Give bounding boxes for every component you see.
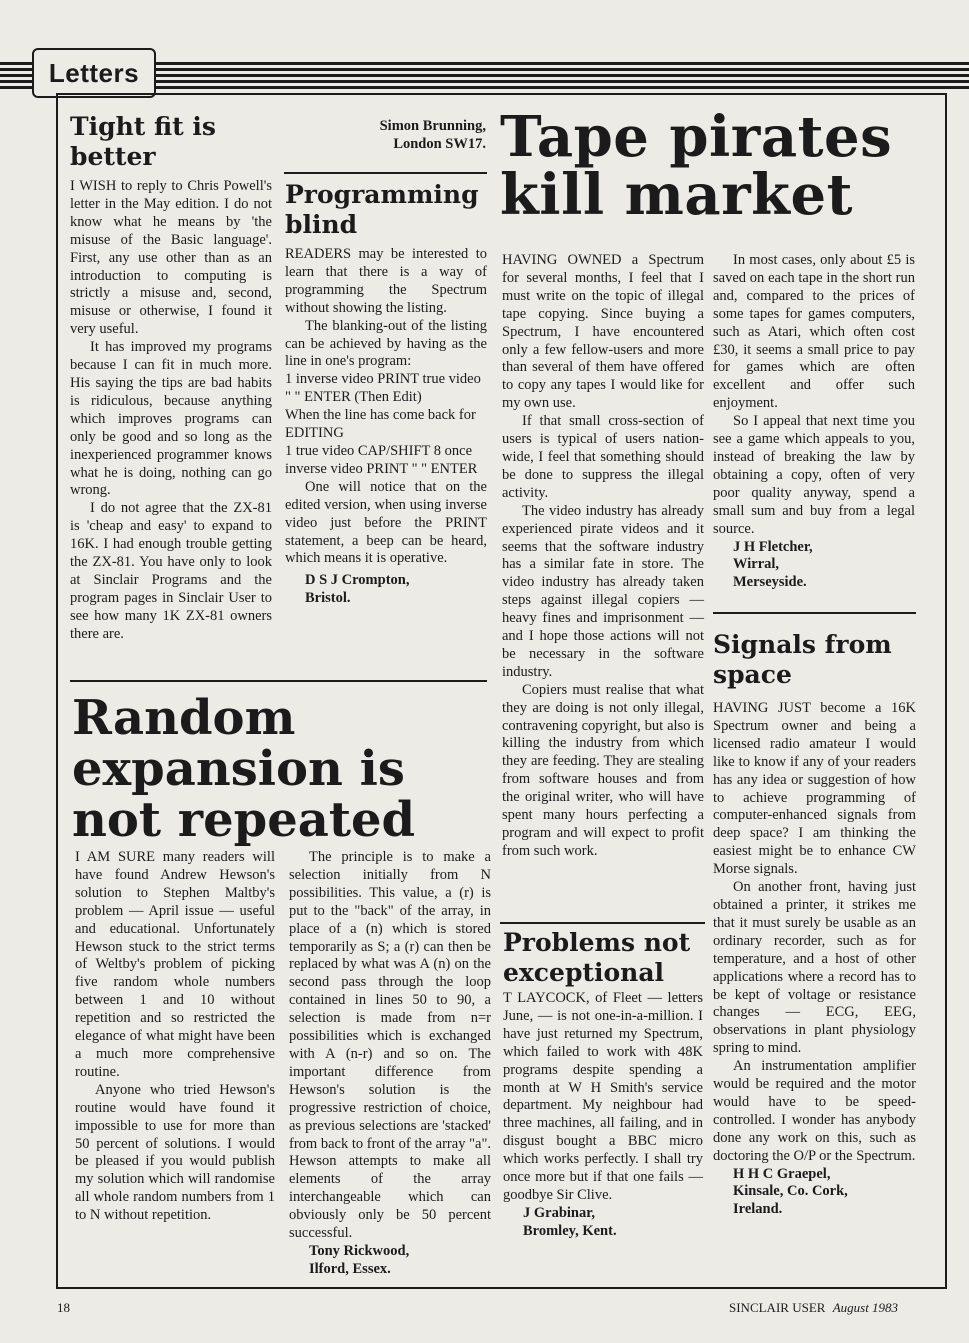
divider — [70, 680, 487, 682]
paragraph: When the line has come back for EDITING — [285, 407, 476, 442]
letter-title: Programming blind — [285, 180, 479, 239]
paragraph: HAVING JUST become a 16K Spectrum owner and being a licensed radio amateur I would like to know if any of your readers has any idea or suggestion of how to achieve programming of computer-enhanced signals from deep space? I am thinking the easiest might be to enhance CW Morse signals. — [713, 700, 916, 878]
letter-programming-blind: Programming blind READERS may be interested to learn that there is a way of programming the Spectrum without showing the listing. The blanking-out of the listing can be achieved by having as the line in one's program: 1 inverse video PRINT true video " " ENTER (Then Edit) When the line has come back for EDITING 1 true video CAP/SHIFT 8 once inverse video PRINT " " ENTER One will notice that on the edited version, when using inverse video just before the PRINT statement, a beep can be heard, which means it is operative. D S J Crompton, Bristol. — [285, 180, 487, 607]
letter-tape-pirates-title — [500, 104, 920, 228]
letter-random-expansion-title — [72, 690, 492, 848]
paragraph: The video industry has already experienced pirate videos and it seems that the software industry has a similar fate in store. The video industry has already taken steps against illegal copiers — heavy fines and imprisonment — and I hope those actions will not be necessary in the software industry. — [502, 502, 704, 680]
paragraph: Copiers must realise that what they are doing is not only illegal, contravening copyright, but also is killing the industry from which they are feeding. They are stealing from software houses and from the original writer, who will have spent many hours perfecting a program and will expect to profit from such work. — [502, 681, 704, 859]
divider — [713, 612, 916, 614]
letter-title: Signals from space — [713, 630, 892, 689]
divider — [284, 172, 487, 174]
paragraph: If that small cross-section of users is typical of users nation-wide, I feel that something should be done to suppress the illegal activity. — [502, 413, 704, 501]
letter-random-expansion-col2: The principle is to make a selection initially from N possibilities. This value, a (r) is put to the "back" of the array, in place of a (n) which is stored temporarily as S; a (r) can then be replaced by what was A (n) on the second pass through the loop contained in lines 50 to 90, a selection is made from n=r possibilities which is exchanged with A (n-r) and so on. The important difference from Hewson's solution is the progressive restriction of choice, as previous selections are 'stacked' from back to front of the array "a". Hewson attempts to make all elements of the array interchangeable which can obviously only be 50 percent successful. Tony Rickwood, Ilford, Essex. — [289, 849, 491, 1277]
letter-title: Tape pirates kill market — [500, 104, 893, 228]
paragraph: I WISH to reply to Chris Powell's letter in the May edition. I do not know what he means by 'the misuse of the Basic language'. First, any use other than as an introduction to computing is strictly a misuse and, second, misuse or otherwise, I found it very useful. — [70, 178, 272, 338]
paragraph: So I appeal that next time you see a game which appeals to you, instead of breaking the law by obtaining a copy, often of very poor quality anyway, spend a small sum and buy from a legal source. — [713, 413, 915, 537]
paragraph: The blanking-out of the listing can be achieved by having as the line in one's program: — [285, 317, 487, 370]
paragraph: I do not agree that the ZX-81 is 'cheap and easy' to expand to 16K. I had enough trouble getting the ZX-81. You have only to look at Sinclair Programs and the program pages in Sinclair User to see how many 1K ZX-81 owners there are. — [70, 500, 272, 642]
paragraph: HAVING OWNED a Spectrum for several months, I feel that I must write on the topic of illegal tape copying. Since buying a Spectrum, I have encountered only a few fellow-users and more than several of them have offered to copy any tapes I would like for my own use. — [502, 252, 704, 412]
letter-title: Random expansion is not repeated — [72, 690, 416, 848]
letter-title: Tight fit is better — [70, 112, 217, 171]
letter-random-expansion-col1 — [75, 849, 275, 1225]
code-line: 1 inverse video PRINT true video " " ENTER (Then Edit) — [285, 371, 481, 406]
letter-problems-not-exceptional: Problems not exceptional T LAYCOCK, of Fleet — letters June, — is not one-in-a-million. I have just returned my Spectrum, which failed to work with 48K programs despite spending a month at W H Smith's service department. My neighbour had three machines, all failing, and in disgust bought a BBC micro which works perfectly. I shall try once more but if that one fails — goodbye Sir Clive. J Grabinar, Bromley, Kent. — [503, 928, 703, 1239]
letter-title: Problems not exceptional — [503, 928, 691, 987]
paragraph: Anyone who tried Hewson's routine would have found it impossible to use for more than 50 percent of solutions. I would be pleased if you would publish my solution which will randomise all whole random numbers from 1 to N without repetition. — [75, 1081, 275, 1224]
letter-tape-pirates-col1 — [502, 252, 704, 861]
paragraph: I AM SURE many readers will have found Andrew Hewson's solution to Stephen Maltby's problem — April issue — useful and educational. Unfortunately Hewson stuck to the strict terms of Weltby's problem of picking five random whole numbers between 1 and 10 without repetition and so restricted the elegance of what might have been a much more comprehensive routine. — [75, 849, 275, 1080]
paragraph: An instrumentation amplifier would be required and the motor would have to be speed-controlled. I wonder has anybody done any work on this, such as doctoring the O/P or the Spectrum. — [713, 1058, 916, 1164]
paragraph: The principle is to make a selection initially from N possibilities. This value, a (r) is put to the "back" of the array, in place of a (n) which is stored temporarily as S; a (r) can then be replaced by what was A (n) on the second pass through the loop contained in lines 50 to 90, a selection is made from n=r possibilities which is exchanged with A (n-r) and so on. The important difference from Hewson's solution is the progressive restriction of choice, as previous selections are 'stacked' from back to front of the array "a". Hewson attempts to make all elements of the array interchangeable which can obviously only be 50 percent successful. — [289, 849, 491, 1242]
issue-date: August 1983 — [832, 1300, 899, 1315]
paragraph: T LAYCOCK, of Fleet — letters June, — is not one-in-a-million. I have just returned my Spectrum, which failed to work with 48K programs despite spending a month at W H Smith's service department. My neighbour had three machines, all failing, and in disgust bought a BBC micro which works perfectly. I shall try once more but if that one fails — goodbye Sir Clive. — [503, 990, 703, 1203]
letter-tight-fit — [70, 112, 272, 644]
footer-magazine — [729, 1300, 898, 1316]
code-line: 1 true video CAP/SHIFT 8 once inverse video PRINT " " ENTER — [285, 442, 478, 477]
paragraph: In most cases, only about £5 is saved on each tape in the short run and, compared to the prices of some tapes for games computers, such as Atari, which often cost £30, it seems a small price to pay for games which are often excellent and offer such enjoyment. — [713, 252, 915, 412]
letter-tight-fit-signature: Simon Brunning, London SW17. — [379, 118, 486, 152]
page-number: 18 — [57, 1300, 70, 1315]
letter-signals-from-space: Signals from space HAVING JUST become a 16K Spectrum owner and being a licensed radio amateur I would like to know if any of your readers has any idea or suggestion of how to achieve programming of computer-enhanced signals from deep space? I am thinking the easiest might be to enhance CW Morse signals. On another front, having just obtained a printer, it strikes me that it must surely be usable as an ordinary recorder, such as for temperature, and a host of other applications where a record has to be kept of voltage or resistance changes — ECG, EEG, observations in plant physiology spring to mind. An instrumentation amplifier would be required and the motor would have to be speed-controlled. I wonder has anybody done any work on this, such as doctoring the O/P or the Spectrum. H H C Graepel, Kinsale, Co. Cork, Ireland. — [713, 630, 916, 1218]
magazine-name: SINCLAIR USER — [729, 1300, 826, 1315]
paragraph: It has improved my programs because I can fit in much more. His saying the tips are bad habits is ridiculous, because anything which improves programs can only be good and so long as the inexperienced programmer knows what he is doing, nothing can go wrong. — [70, 339, 272, 499]
section-label: Letters — [32, 48, 156, 98]
paragraph: One will notice that on the edited version, when using inverse video just before the PRINT statement, a beep can be heard, which means it is operative. — [285, 478, 487, 567]
divider — [500, 922, 705, 924]
paragraph: On another front, having just obtained a printer, it strikes me that it must surely be usable as an ordinary recorder, such as for temperature, and a host of other applications where a record has to be kept of voltage or resistance changes — ECG, EEG, observations in plant physiology spring to mind. — [713, 879, 916, 1057]
paragraph: READERS may be interested to learn that there is a way of programming the Spectrum without showing the listing. — [285, 246, 487, 316]
letter-tape-pirates-col2: In most cases, only about £5 is saved on each tape in the short run and, compared to the prices of some tapes for games computers, such as Atari, which often cost £30, it seems a small price to pay for games which are often excellent and offer such enjoyment. So I appeal that next time you see a game which appeals to you, instead of breaking the law by obtaining a copy, often of very poor quality anyway, spend a small sum and buy from a legal source. J H Fletcher, Wirral, Merseyside. — [713, 252, 915, 591]
